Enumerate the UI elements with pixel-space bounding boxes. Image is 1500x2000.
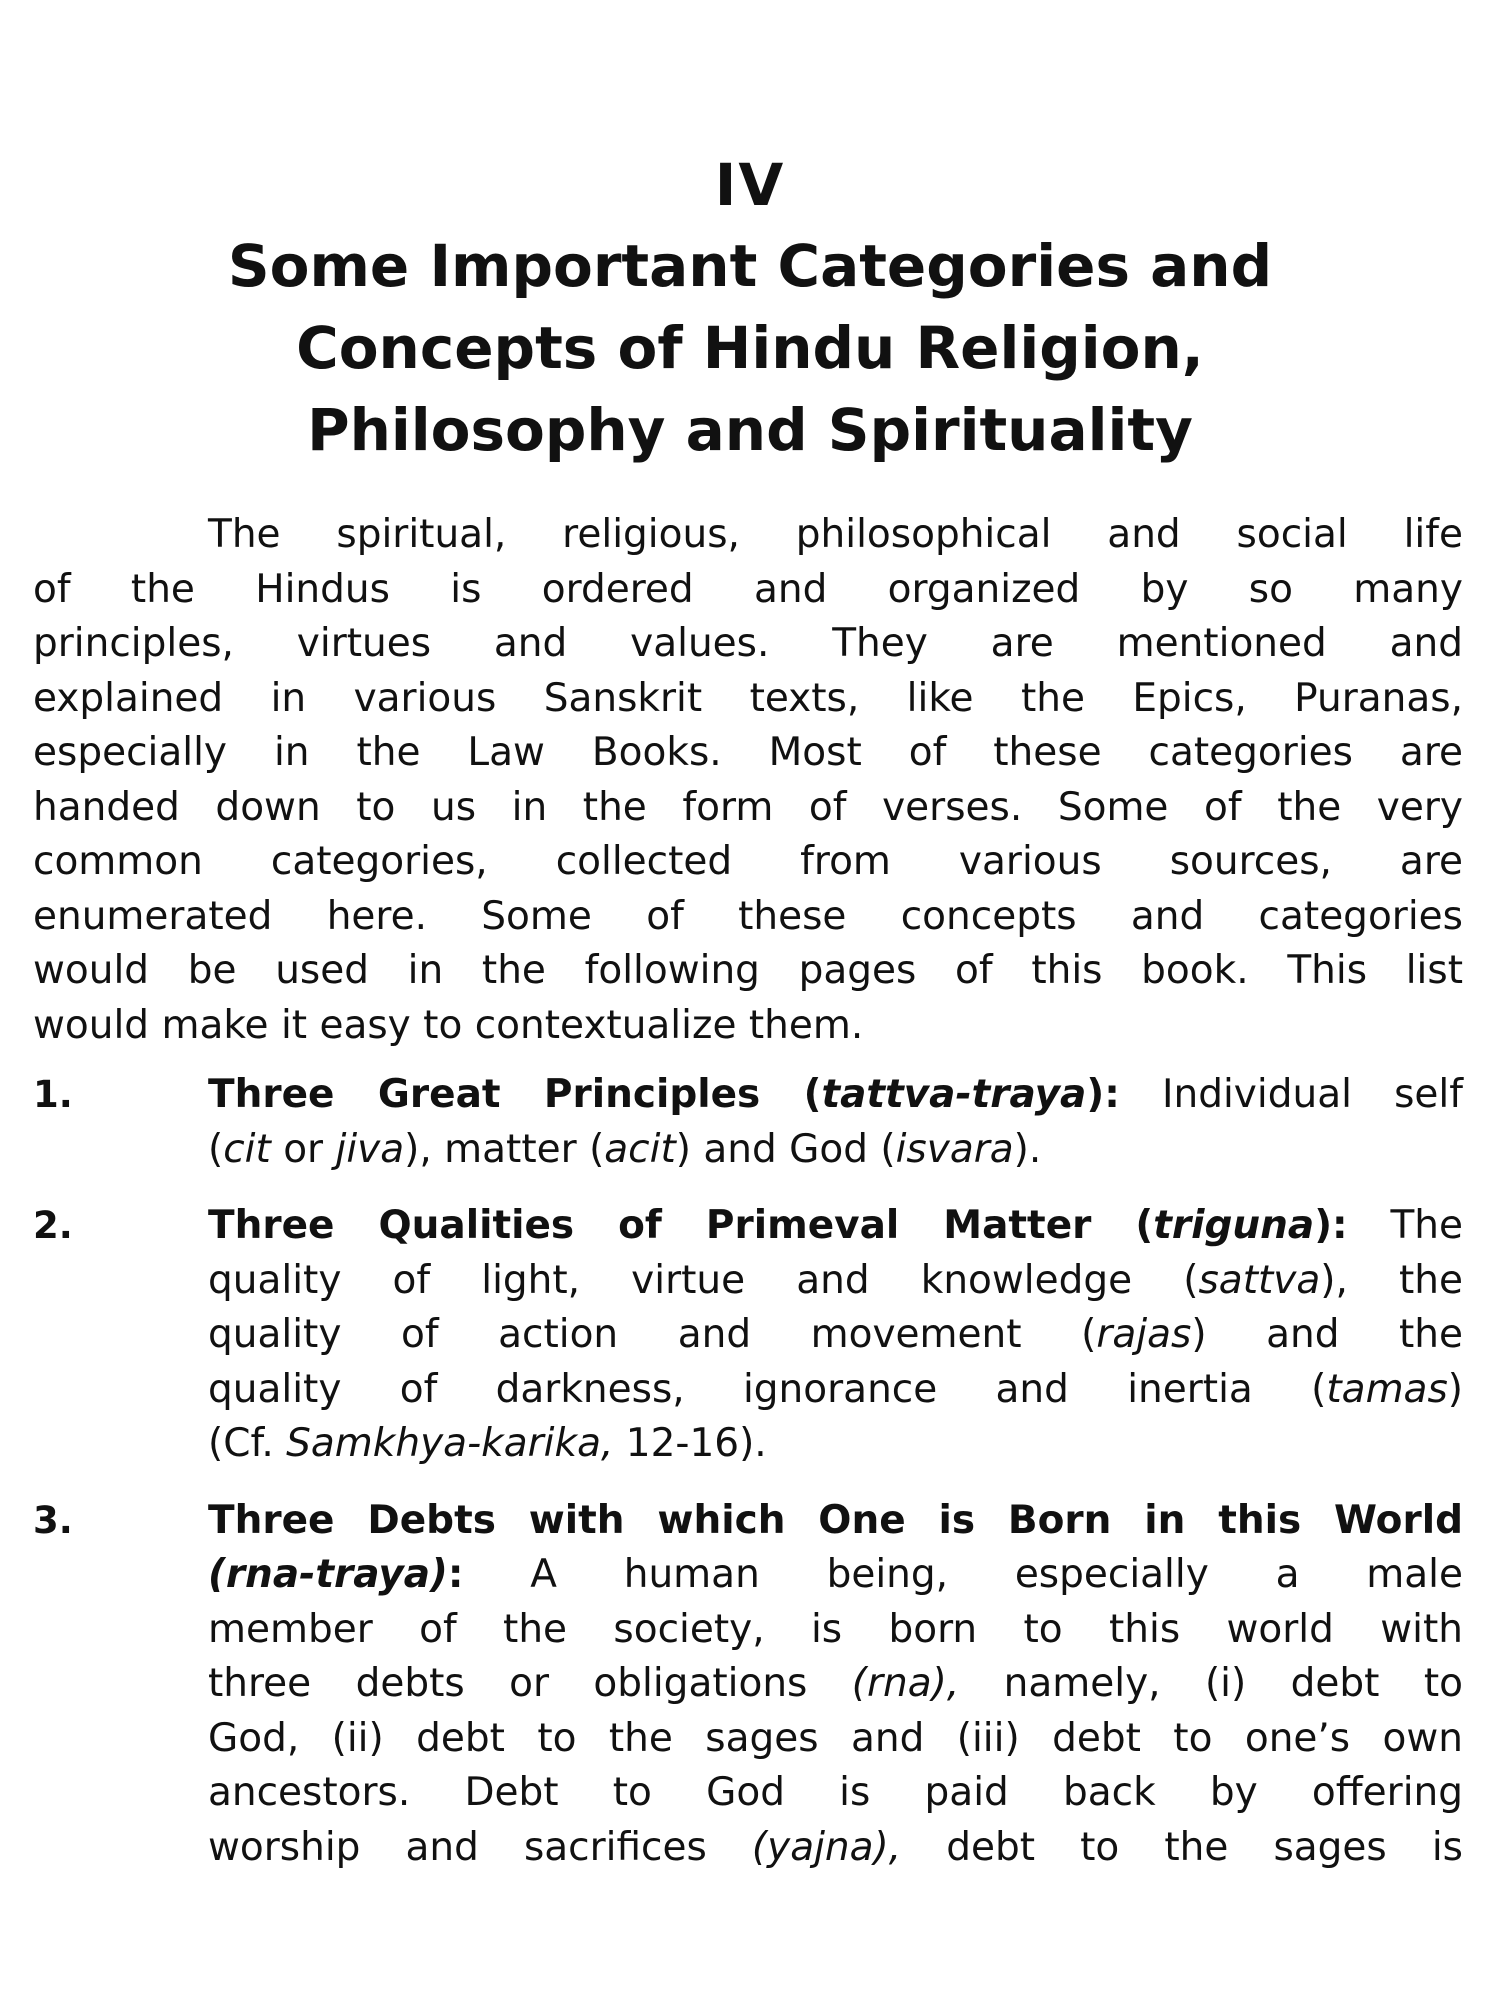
list-item-text: The [1347,1203,1463,1248]
text-run: ( [208,1126,224,1172]
list-item-line [208,1254,1463,1309]
list-item-text: Individual self [1119,1072,1463,1117]
text-run: sattva [1198,1257,1321,1303]
text-run: or [270,1126,336,1172]
list-item-body [208,1068,1463,1177]
text-run: ), the [1320,1257,1463,1303]
text-run: jiva [335,1126,405,1172]
categories-list [33,1068,1463,1897]
list-item-line [208,1657,1463,1712]
intro-line: especially in the Law Books. Most of these categories are [33,730,1463,775]
chapter-number: IV [714,151,786,219]
list-item-text: A human being, especially a male [463,1552,1463,1597]
list-item-heading-close: : [447,1552,464,1597]
chapter-title-line: Concepts of Hindu Religion, [296,314,1204,382]
list-item [33,1494,1463,1876]
list-item-term: triguna [1153,1203,1315,1248]
list-item-line [208,1308,1463,1363]
list-item-line [208,1494,1463,1549]
text-run: quality of light, virtue and knowledge ( [208,1257,1199,1303]
list-item-number: 3. [33,1498,73,1542]
list-item-term: (rna-traya) [208,1552,448,1597]
text-run: tamas [1326,1366,1448,1412]
text-run: (rna), [851,1661,960,1706]
text-run: ) and God ( [675,1126,896,1172]
text-run: isvara [895,1126,1014,1172]
list-item-heading: Three Qualities of Primeval Matter ( [208,1203,1154,1248]
list-item-line [208,1417,1463,1472]
text-run: acit [604,1126,676,1172]
list-item-line: God, (ii) debt to the sages and (iii) debt to one’s own [208,1715,1463,1761]
text-run: ) and the [1191,1312,1464,1357]
list-item-body [208,1199,1463,1472]
text-run: cit [223,1126,271,1172]
text-run: rajas [1096,1312,1192,1357]
list-item-heading: Three Great Principles ( [208,1072,822,1117]
text-run: namely, (i) debt to [959,1661,1463,1706]
list-item-line [208,1821,1463,1876]
intro-line: enumerated here. Some of these concepts and categories [33,893,1463,939]
text-run: quality of darkness, ignorance and inertia ( [208,1366,1327,1412]
chapter-title-line: Philosophy and Spirituality [307,396,1193,464]
text-run: Samkhya-karika, [286,1421,614,1466]
list-item-line [208,1199,1463,1254]
intro-line: of the Hindus is ordered and organized by so many [33,566,1463,612]
list-item-number: 2. [33,1204,73,1247]
list-item-number: 1. [33,1073,73,1116]
intro-line: principles, virtues and values. They are mentioned and [33,621,1463,666]
list-item-line [208,1363,1463,1418]
intro-line: common categories, collected from various sources, are [33,839,1463,884]
text-run: (Cf. [208,1421,287,1466]
intro-paragraph [33,508,1463,1053]
list-item-line [208,1068,1463,1123]
list-item-line: ancestors. Debt to God is paid back by offering [208,1770,1463,1815]
text-run: 12-16). [613,1421,767,1466]
list-item-body [208,1494,1463,1876]
list-item-line [208,1548,1463,1603]
list-item-line: member of the society, is born to this world with [208,1606,1463,1652]
text-run: ), matter ( [404,1126,605,1172]
text-run: ). [1013,1126,1042,1172]
list-item [33,1199,1463,1472]
intro-line: would be used in the following pages of this book. This list [33,948,1463,993]
list-item [33,1068,1463,1177]
list-item-heading-close: ): [1314,1203,1348,1248]
text-run: debt to the sages is [901,1824,1463,1870]
text-run: quality of action and movement ( [208,1312,1097,1357]
intro-line: The spiritual, religious, philosophical and social life [208,512,1463,557]
intro-line: handed down to us in the form of verses. Some of the very [33,784,1463,830]
chapter-title-line: Some Important Categories and [227,232,1273,300]
text-run: ) [1447,1366,1463,1412]
chapter-title [100,225,1400,471]
list-item-heading-close: ): [1086,1072,1120,1117]
list-item-heading: Three Debts with which One is Born in this World [208,1497,1463,1543]
text-run: worship and sacrifices [208,1824,752,1870]
list-item-term: tattva-traya [821,1072,1087,1117]
intro-line: would make it easy to contextualize them. [33,1002,864,1048]
intro-line: explained in various Sanskrit texts, like the Epics, Puranas, [33,675,1463,721]
text-run: three debts or obligations [208,1661,852,1706]
list-item-line [208,1123,1463,1178]
text-run: (yajna), [751,1824,902,1870]
